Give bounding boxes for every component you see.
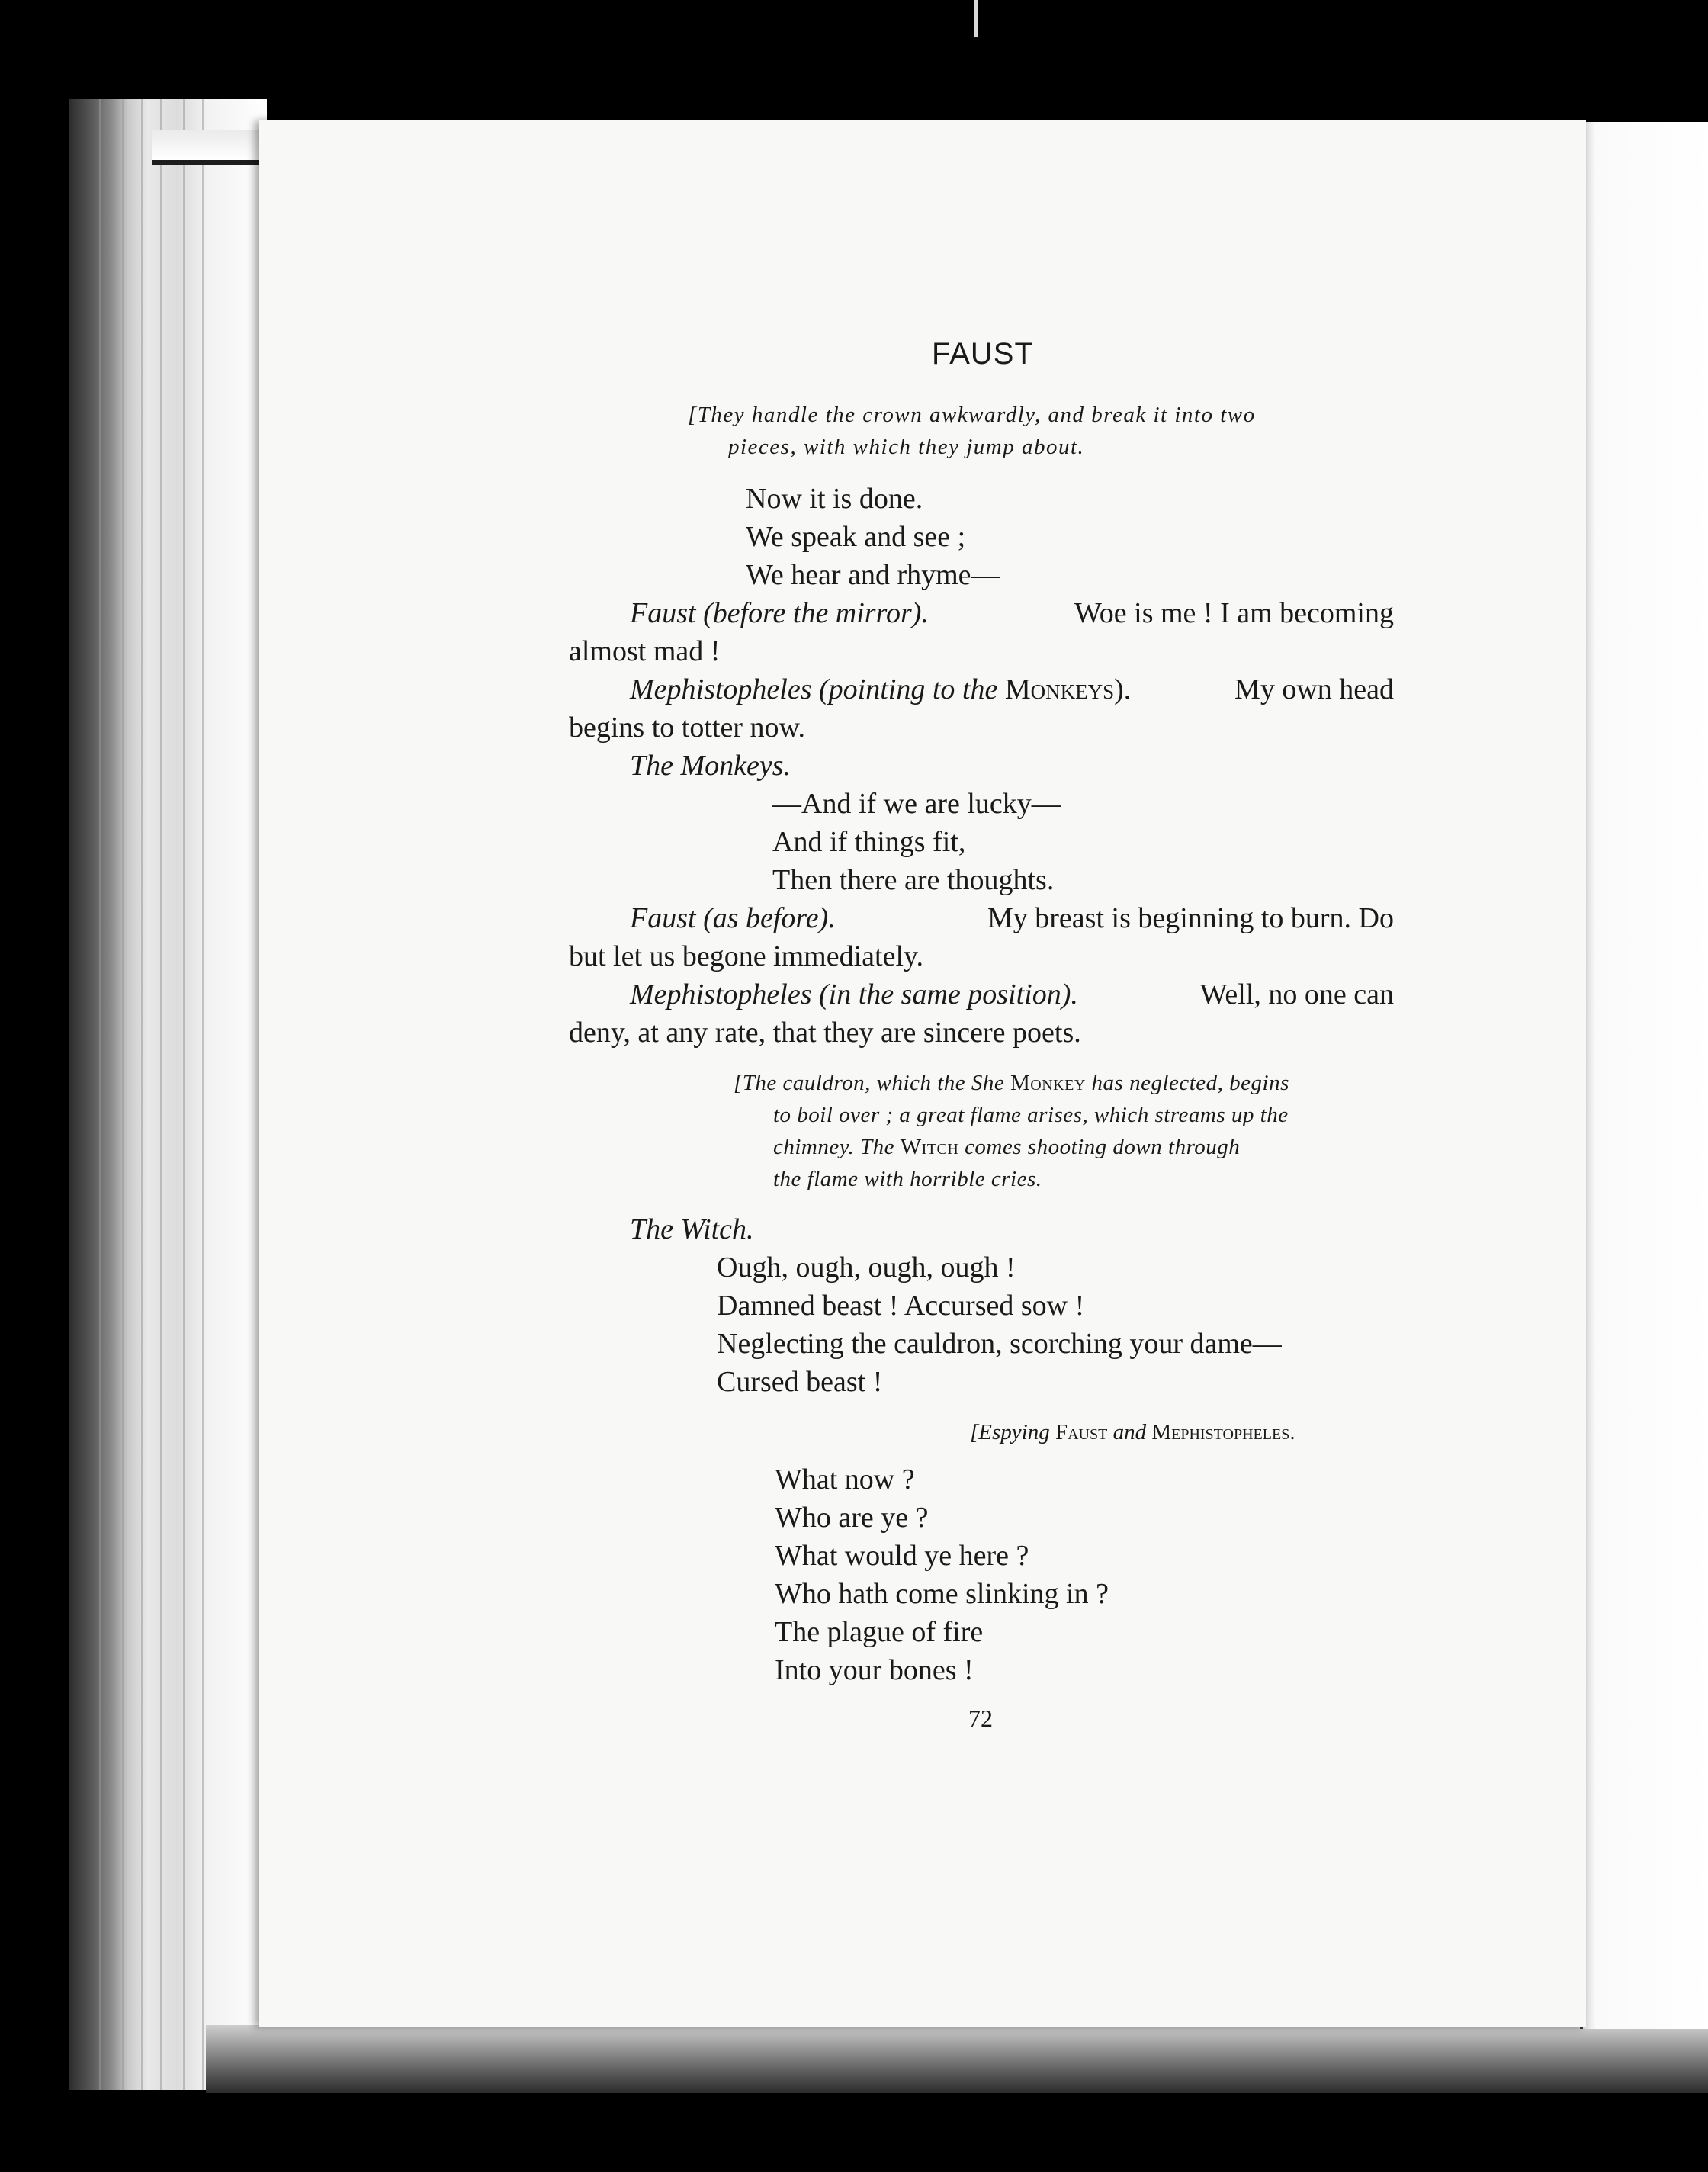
stage-direction: (before the mirror).	[703, 597, 929, 629]
verse-line: Then there are thoughts.	[772, 864, 1055, 896]
speech-line	[630, 978, 1394, 1011]
speaker-name: Faust	[630, 597, 696, 629]
verse-line: The plague of fire	[775, 1616, 984, 1648]
stage-text: has neglected, begins	[1091, 1071, 1289, 1095]
stage-direction-line	[970, 1420, 1295, 1445]
stage-direction: (as before).	[703, 902, 836, 934]
verse-line: Cursed beast !	[717, 1366, 883, 1398]
speaker-name: Mephistopheles	[630, 673, 812, 705]
verse-line: Who hath come slinking in ?	[775, 1578, 1109, 1610]
stage-direction: (in the same position).	[819, 978, 1078, 1010]
stage-direction-line: to boil over ; a great flame arises, which streams up the	[773, 1103, 1289, 1127]
stage-direction-line: pieces, with which they jump about.	[728, 435, 1085, 459]
verse-line: Into your bones !	[775, 1654, 974, 1686]
character-name: Mephistopheles.	[1151, 1420, 1295, 1444]
running-head: FAUST	[932, 337, 1034, 371]
speech-text: My breast is beginning to burn. Do	[987, 902, 1394, 934]
speech-mephistopheles	[630, 978, 1394, 1011]
speech-line: almost mad !	[569, 635, 721, 667]
stage-direction-line: [They handle the crown awkwardly, and break it into two	[688, 403, 1256, 427]
speech-faust	[630, 596, 1394, 630]
stage-direction-line	[773, 1135, 1240, 1160]
speech-line: but let us begone immediately.	[569, 940, 924, 972]
page-number: 72	[968, 1705, 993, 1732]
verse-line: We hear and rhyme—	[746, 559, 1000, 591]
stage-text: [Espying	[970, 1420, 1050, 1444]
speech-mephistopheles	[630, 673, 1394, 706]
stage-direction-end: ).	[1114, 673, 1132, 705]
speech-line: begins to totter now.	[569, 712, 805, 744]
verse-line: Now it is done.	[746, 483, 923, 515]
verse-line: —And if we are lucky—	[772, 788, 1061, 820]
verse-line: We speak and see ;	[746, 521, 966, 553]
character-name: Faust	[1055, 1420, 1108, 1444]
speech-text: My own head	[1234, 673, 1394, 705]
stage-text: chimney. The	[773, 1135, 895, 1159]
character-name: Witch	[900, 1135, 959, 1159]
stage-direction-line: the flame with horrible cries.	[773, 1167, 1042, 1191]
stage-text: and	[1112, 1420, 1147, 1444]
stage-text: comes shooting down through	[965, 1135, 1241, 1159]
verse-line: Damned beast ! Accursed sow !	[717, 1290, 1085, 1322]
verse-line: Who are ye ?	[775, 1502, 929, 1534]
speech-line	[630, 596, 1394, 630]
speaker-name: The Witch.	[630, 1213, 754, 1245]
verse-line: And if things fit,	[772, 826, 966, 858]
character-name: Monkeys	[1004, 673, 1115, 705]
character-name: Monkey	[1010, 1071, 1086, 1095]
speaker-name: Faust	[630, 902, 696, 934]
verse-line: Neglecting the cauldron, scorching your dame—	[717, 1328, 1282, 1360]
verse-line: What would ye here ?	[775, 1540, 1029, 1572]
speaker-name: The Monkeys.	[630, 750, 791, 782]
verse-line: What now ?	[775, 1464, 915, 1496]
speech-text: Woe is me ! I am becoming	[1074, 597, 1394, 629]
stage-direction-line	[734, 1071, 1289, 1096]
stage-direction: (pointing to the	[819, 673, 998, 705]
verse-line: Ough, ough, ough, ough !	[717, 1251, 1016, 1284]
speech-line: deny, at any rate, that they are sincere poets.	[569, 1017, 1081, 1049]
speaker-name: Mephistopheles	[630, 978, 812, 1010]
speech-line	[630, 673, 1394, 706]
speech-faust	[630, 901, 1394, 935]
stage-text: [The cauldron, which the She	[734, 1071, 1005, 1095]
speech-line	[630, 901, 1394, 935]
speech-text: Well, no one can	[1199, 978, 1394, 1010]
